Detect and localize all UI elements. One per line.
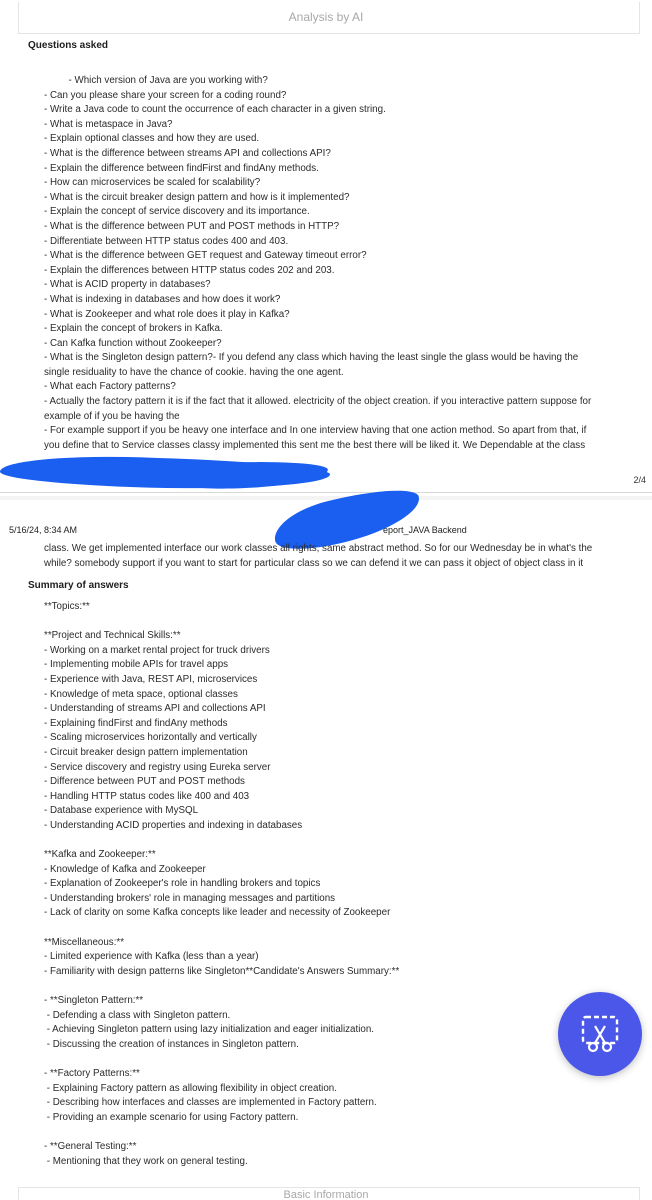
summary-line: - Understanding brokers' role in managing messages and partitions xyxy=(44,892,336,904)
summary-line: - Knowledge of Kafka and Zookeeper xyxy=(44,863,206,875)
question-line: - How can microservices be scaled for scalability? xyxy=(44,177,261,189)
question-line: - Write a Java code to count the occurrence of each character in a given string. xyxy=(44,104,386,116)
summary-line: - Describing how interfaces and classes are implemented in Factory pattern. xyxy=(44,1097,377,1109)
page-separator xyxy=(0,492,652,493)
summary-line: **Project and Technical Skills:** xyxy=(44,630,181,642)
summary-line: - Providing an example scenario for using Factory pattern. xyxy=(44,1111,299,1123)
summary-list xyxy=(44,600,644,1169)
summary-line: - Familiarity with design patterns like Singleton**Candidate's Answers Summary:** xyxy=(44,965,400,977)
question-line: - Actually the factory pattern it is if the fact that it allowed. electricity of the object creation. if you interactive pattern suppose for xyxy=(44,396,592,408)
continued-text xyxy=(44,542,644,571)
question-line: - Can Kafka function without Zookeeper? xyxy=(44,337,222,349)
summary-line: - Discussing the creation of instances in Singleton pattern. xyxy=(44,1038,299,1050)
continued-line: while? somebody support if you want to start for particular class so we can defend it we can pass it object of object class in it xyxy=(44,557,584,569)
summary-line: - Scaling microservices horizontally and vertically xyxy=(44,732,257,744)
question-line: - Explain the concept of brokers in Kafka. xyxy=(44,323,223,335)
summary-line: **Kafka and Zookeeper:** xyxy=(44,849,156,861)
question-line: - What is metaspace in Java? xyxy=(44,118,173,130)
question-line: - Explain the differences between HTTP status codes 202 and 203. xyxy=(44,264,335,276)
basic-information-title: Basic Information xyxy=(283,1189,369,1200)
question-line: - Differentiate between HTTP status codes 400 and 403. xyxy=(44,235,289,247)
summary-line: - Implementing mobile APIs for travel apps xyxy=(44,659,229,671)
summary-line: - **Singleton Pattern:** xyxy=(44,995,144,1007)
question-line: - What is the Singleton design pattern?- If you defend any class which having the least single the glass would be having the xyxy=(44,352,579,364)
question-line: you define that to Service classes classy implemented this sent me the best there will be liked it. We Dependable at the class xyxy=(44,439,586,451)
summary-line: - Working on a market rental project for truck drivers xyxy=(44,644,270,656)
question-line: example of if you be having the xyxy=(44,410,180,422)
summary-heading: Summary of answers xyxy=(28,580,129,591)
question-line: single residuality to have the chance of cookie. having the one agent. xyxy=(44,366,344,378)
screen-snip-button[interactable] xyxy=(558,992,642,1076)
summary-line: - Defending a class with Singleton pattern. xyxy=(44,1009,231,1021)
summary-line: - Knowledge of meta space, optional classes xyxy=(44,688,238,700)
report-title: eport_JAVA Backend xyxy=(383,525,467,535)
screen-snip-scissors-icon xyxy=(580,1014,620,1054)
page-number: 2/4 xyxy=(633,475,646,485)
question-line: - Can you please share your screen for a coding round? xyxy=(44,89,287,101)
question-line: - What each Factory patterns? xyxy=(44,381,176,393)
analysis-title: Analysis by AI xyxy=(288,10,364,24)
summary-line: - Limited experience with Kafka (less than a year) xyxy=(44,951,259,963)
summary-line: - Explanation of Zookeeper's role in handling brokers and topics xyxy=(44,878,321,890)
summary-line: - Handling HTTP status codes like 400 and 403 xyxy=(44,790,250,802)
summary-line: **Miscellaneous:** xyxy=(44,936,125,948)
question-line: - For example support if you be heavy one interface and In one interview having that one action method. So apart from that, if xyxy=(44,425,587,437)
summary-line: **Topics:** xyxy=(44,601,90,612)
questions-list xyxy=(44,74,644,453)
question-line: - Explain the difference between findFirst and findAny methods. xyxy=(44,162,319,174)
summary-line: - Lack of clarity on some Kafka concepts like leader and necessity of Zookeeper xyxy=(44,907,391,919)
question-line: - What is ACID property in databases? xyxy=(44,279,211,291)
summary-line xyxy=(44,615,644,630)
summary-line: - Understanding of streams API and collections API xyxy=(44,703,266,715)
question-line: - What is the difference between PUT and POST methods in HTTP? xyxy=(44,220,340,232)
question-line: - What is Zookeeper and what role does it play in Kafka? xyxy=(44,308,290,320)
question-line: - What is the difference between GET request and Gateway timeout error? xyxy=(44,250,367,262)
question-line: - What is the difference between streams API and collections API? xyxy=(44,147,331,159)
summary-line: - Understanding ACID properties and indexing in databases xyxy=(44,819,303,831)
summary-line: - Service discovery and registry using Eureka server xyxy=(44,761,271,773)
summary-line: - **Factory Patterns:** xyxy=(44,1068,140,1079)
print-datetime: 5/16/24, 8:34 AM xyxy=(9,525,78,535)
question-line: - Which version of Java are you working with? xyxy=(44,75,268,86)
summary-line: - Explaining findFirst and findAny methods xyxy=(44,717,228,729)
summary-line xyxy=(44,1125,644,1140)
summary-line: - Explaining Factory pattern as allowing flexibility in object creation. xyxy=(44,1082,337,1094)
summary-line xyxy=(44,921,644,936)
summary-line: - Circuit breaker design pattern implementation xyxy=(44,746,248,758)
summary-line xyxy=(44,979,644,994)
summary-line xyxy=(44,1052,644,1067)
continued-line: class. We get implemented interface our work classes all rights, same abstract method. So for our Wednesday be in what's the xyxy=(44,543,593,554)
question-line: - What is indexing in databases and how does it work? xyxy=(44,293,281,305)
question-line: - Explain optional classes and how they are used. xyxy=(44,133,260,145)
summary-line: - Database experience with MySQL xyxy=(44,805,199,817)
summary-line: - Difference between PUT and POST methods xyxy=(44,776,245,788)
summary-line xyxy=(44,834,644,849)
questions-heading: Questions asked xyxy=(28,40,109,51)
summary-line: - **General Testing:** xyxy=(44,1140,137,1152)
question-line: - Explain the concept of service discovery and its importance. xyxy=(44,206,310,218)
summary-line: - Mentioning that they work on general testing. xyxy=(44,1155,248,1167)
summary-line: - Experience with Java, REST API, microservices xyxy=(44,673,258,685)
summary-line: - Achieving Singleton pattern using lazy initialization and eager initialization. xyxy=(44,1024,375,1036)
question-line: - What is the circuit breaker design pattern and how is it implemented? xyxy=(44,191,350,203)
document-page-top xyxy=(0,0,652,496)
